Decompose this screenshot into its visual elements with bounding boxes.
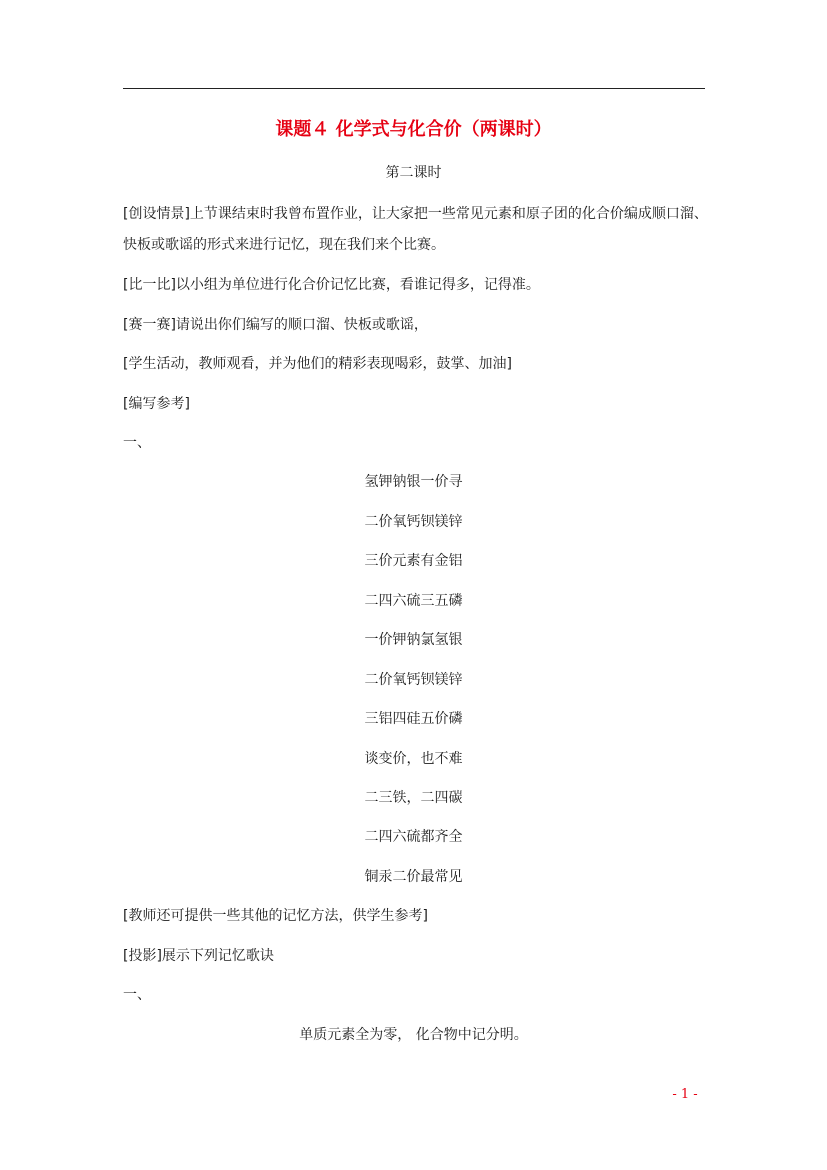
- page-title: 课题４ 化学式与化合价（两课时）: [275, 119, 552, 140]
- page-subtitle: 第二课时: [385, 165, 442, 181]
- paragraph-teacher-note: [教师还可提供一些其他的记忆方法，供学生参考]: [123, 908, 428, 924]
- verse-line: 二四六硫三五磷: [364, 593, 463, 609]
- paragraph-scenario: [创设情景]上节课结束时我曾布置作业，让大家把一些常见元素和原子团的化合价编成顺口溜、快板或歌谣的形式来进行记忆，现在我们来个比赛。: [123, 206, 708, 253]
- paragraph-student-activity: [学生活动，教师观看，并为他们的精彩表现喝彩，鼓掌、加油]: [123, 356, 512, 372]
- verse-line: 二三铁，二四碳: [364, 790, 463, 806]
- mnemonic-line: 单质元素全为零， 化合物中记分明。: [299, 1027, 528, 1043]
- verse-line: 一价钾钠氯氢银: [364, 632, 463, 648]
- page-number: - 1 -: [672, 1087, 698, 1102]
- paragraph-writing-reference: [编写参考]: [123, 396, 190, 412]
- verse-line: 三价元素有金铝: [364, 553, 463, 569]
- paragraph-projection: [投影]展示下列记忆歌诀: [123, 948, 274, 964]
- verse-line: 三铝四硅五价磷: [364, 711, 463, 727]
- verse-line: 氢钾钠银一价寻: [364, 474, 463, 490]
- paragraph-compare: [比一比]以小组为单位进行化合价记忆比赛，看谁记得多，记得准。: [123, 277, 540, 293]
- verse-line: 二价氧钙钡镁锌: [364, 672, 463, 688]
- section-marker-one: 一、: [123, 435, 151, 451]
- verse-line: 二四六硫都齐全: [364, 829, 463, 845]
- header-rule: [123, 88, 705, 89]
- verse-line: 二价氧钙钡镁锌: [364, 514, 463, 530]
- verse-line: 谈变价，也不难: [364, 751, 463, 767]
- paragraph-contest: [赛一赛]请说出你们编写的顺口溜、快板或歌谣，: [123, 317, 428, 333]
- section-marker-two: 一、: [123, 987, 151, 1003]
- verse-line: 铜汞二价最常见: [364, 869, 463, 885]
